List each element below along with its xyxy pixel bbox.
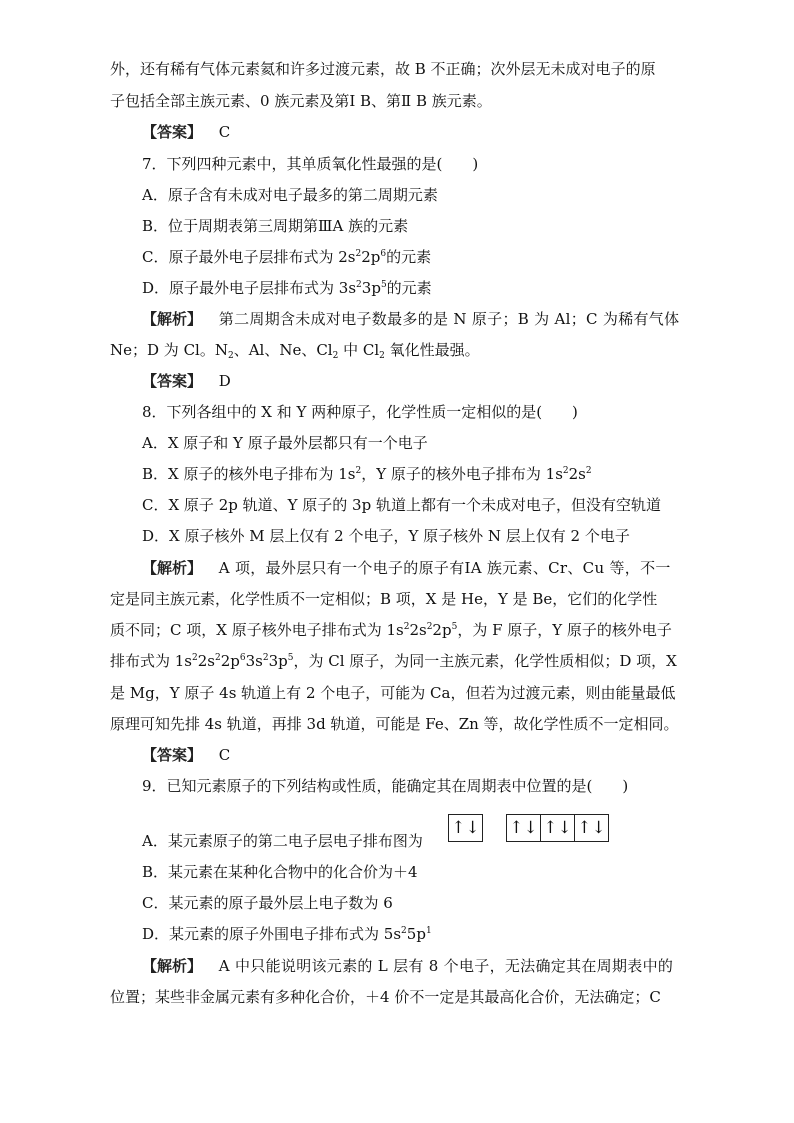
answer-label: 【答案】 bbox=[142, 123, 203, 141]
text-line: 子包括全部主族元素、0 族元素及第Ⅰ B、第Ⅱ B 族元素。 bbox=[110, 92, 492, 110]
orbital-box: ↑↓ bbox=[574, 815, 608, 841]
solution-line: 【解析】 A 项，最外层只有一个电子的原子有ⅠA 族元素、Cr、Cu 等，不一 bbox=[142, 559, 671, 577]
answer-value: D bbox=[218, 372, 231, 390]
solution-line: 排布式为 $1s^22s^22p^63s^23p^5$，为 Cl 原子，为同一主族元素，化学性质相似；D 项，X bbox=[110, 652, 677, 670]
orbital-box: ↑↓ bbox=[509, 818, 538, 838]
answer-line bbox=[142, 740, 230, 771]
orbital-diagram-2p bbox=[506, 814, 609, 842]
solution-line: Ne；D 为 Cl。$N_2$、Al、Ne、$Cl_2$ 中 $Cl_2$ 氧化性最强。 bbox=[110, 341, 480, 361]
option-d: D．原子最外电子层排布式为 $3s^23p^5$的元素 bbox=[142, 279, 432, 297]
option-a: A．X 原子和 Y 原子最外层都只有一个电子 bbox=[142, 434, 428, 452]
orbital-diagram-2s bbox=[448, 814, 483, 842]
option-c: C．原子最外电子层排布式为 $2s^22p^6$的元素 bbox=[142, 248, 432, 266]
solution-line: 【解析】 第二周期含未成对电子数最多的是 N 原子；B 为 Al；C 为稀有气体 bbox=[142, 310, 680, 328]
question-stem: 7．下列四种元素中，其单质氧化性最强的是( ) bbox=[142, 155, 479, 173]
question-stem: 8．下列各组中的 X 和 Y 两种原子，化学性质一定相似的是( ) bbox=[142, 403, 578, 421]
solution-line: 【解析】 A 中只能说明该元素的 L 层有 8 个电子，无法确定其在周期表中的 bbox=[142, 957, 674, 975]
option-d: D．X 原子核外 M 层上仅有 2 个电子，Y 原子核外 N 层上仅有 2 个电子 bbox=[142, 527, 630, 545]
solution-line: 定是同主族元素，化学性质不一定相似；B 项，X 是 He，Y 是 Be，它们的化学性 bbox=[110, 590, 658, 608]
option-a: A．原子含有未成对电子最多的第二周期元素 bbox=[142, 186, 438, 204]
option-d: D．某元素的原子外围电子排布式为 $5s^25p^1$ bbox=[142, 925, 432, 943]
answer-value: C bbox=[218, 746, 231, 764]
solution-label: 【解析】 bbox=[142, 957, 203, 975]
answer-value: C bbox=[218, 123, 231, 141]
option-a: A．某元素原子的第二电子层电子排布图为 bbox=[142, 832, 423, 850]
solution-label: 【解析】 bbox=[142, 310, 203, 328]
answer-line bbox=[142, 366, 231, 397]
option-b: B．位于周期表第三周期第ⅢA 族的元素 bbox=[142, 217, 409, 235]
option-c: C．某元素的原子最外层上电子数为 6 bbox=[142, 894, 393, 912]
answer-label: 【答案】 bbox=[142, 746, 203, 764]
solution-line: 是 Mg，Y 原子 4s 轨道上有 2 个电子，可能为 Ca，但若为过渡元素，则由能量最低 bbox=[110, 684, 676, 702]
question-stem: 9．已知元素原子的下列结构或性质，能确定其在周期表中位置的是( ) bbox=[142, 777, 629, 795]
orbital-box: ↑↓ bbox=[540, 815, 574, 841]
solution-line: 质不同；C 项，X 原子核外电子排布式为 $1s^22s^22p^5$，为 F 原子，Y 原子的核外电子 bbox=[110, 621, 672, 639]
answer-label: 【答案】 bbox=[142, 372, 203, 390]
answer-line bbox=[142, 117, 230, 148]
option-b: B．某元素在某种化合物中的化合价为＋4 bbox=[142, 863, 418, 881]
text-line: 外，还有稀有气体元素氦和许多过渡元素，故 B 不正确；次外层无未成对电子的原 bbox=[110, 60, 656, 78]
option-c: C．X 原子 2p 轨道、Y 原子的 3p 轨道上都有一个未成对电子，但没有空轨道 bbox=[142, 496, 661, 514]
solution-line: 原理可知先排 4s 轨道，再排 3d 轨道，可能是 Fe、Zn 等，故化学性质不一定相同。 bbox=[110, 715, 679, 733]
solution-label: 【解析】 bbox=[142, 559, 203, 577]
option-b: B．X 原子的核外电子排布为 $1s^2$，Y 原子的核外电子排布为 $1s^22s^2$ bbox=[142, 465, 592, 483]
solution-line: 位置；某些非金属元素有多种化合价，＋4 价不一定是其最高化合价，无法确定；C bbox=[110, 988, 661, 1006]
orbital-box: ↑↓ bbox=[451, 818, 480, 838]
